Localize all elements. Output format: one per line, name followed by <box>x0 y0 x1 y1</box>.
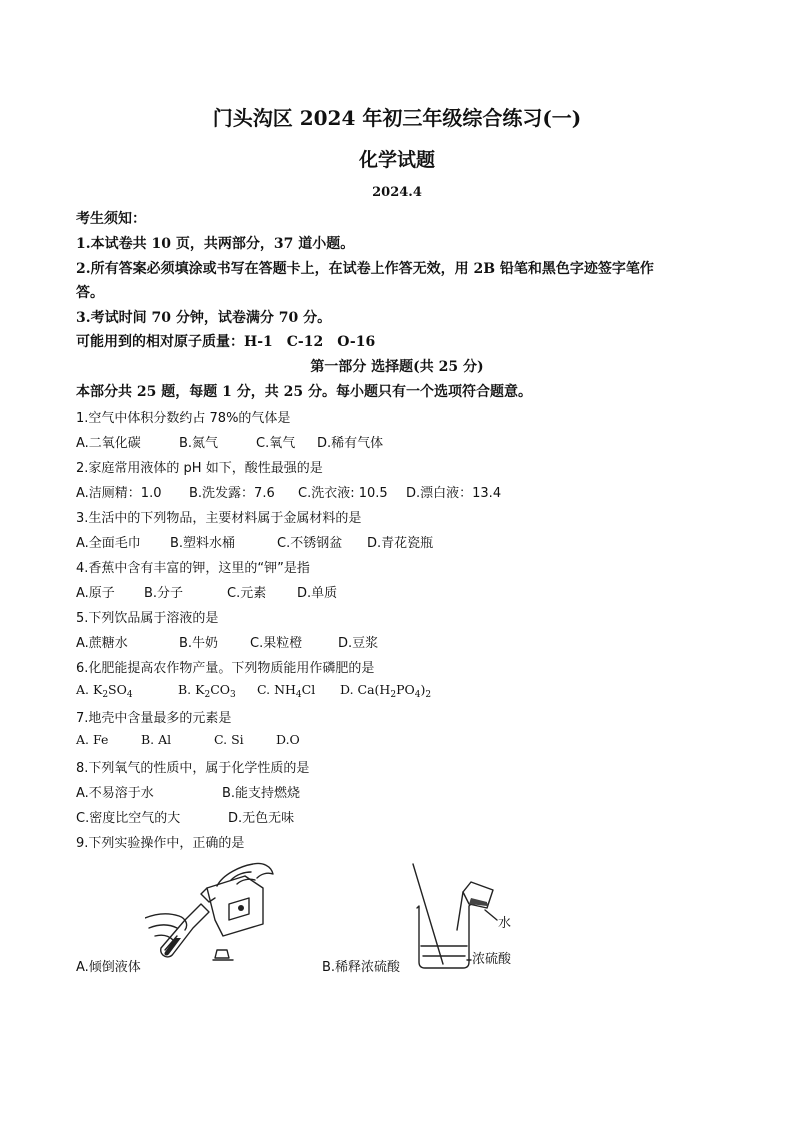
option-c: C. Si <box>214 732 244 747</box>
option-a: A.洁厕精：1.0 <box>76 486 162 501</box>
figure-caption-b: B.稀释浓硫酸 <box>322 960 401 975</box>
question-stem: 1.空气中体积分数约占 78%的气体是 <box>76 411 291 426</box>
exam-subtitle: 化学试题 <box>358 149 435 171</box>
question-options <box>76 807 294 826</box>
question-options <box>76 482 501 501</box>
question-stem: 5.下列饮品属于溶液的是 <box>76 611 219 626</box>
acid-label: 浓硫酸 <box>472 952 512 967</box>
question-stem: 8.下列氧气的性质中，属于化学性质的是 <box>76 761 310 776</box>
question-options <box>76 782 300 801</box>
section-title: 第一部分 选择题(共 25 分) <box>310 359 484 375</box>
option-d: D.青花瓷瓶 <box>367 536 434 551</box>
option-d: D.豆浆 <box>338 636 379 651</box>
atomic-mass-line: 可能用到的相对原子质量：H-1 C-12 O-16 <box>76 334 376 350</box>
notice-item: 1.本试卷共 10 页，共两部分，37 道小题。 <box>76 236 355 252</box>
question-options <box>76 532 433 551</box>
option-d: D.O <box>276 732 300 747</box>
question-stem: 6.化肥能提高农作物产量。下列物质能用作磷肥的是 <box>76 661 375 676</box>
option-d: D.单质 <box>297 586 338 601</box>
option-b: B.洗发露：7.6 <box>189 486 275 501</box>
option-a: A. $K_2SO_4$ <box>76 682 133 700</box>
water-label: 水 <box>498 916 512 931</box>
option-a: A.全面毛巾 <box>76 536 141 551</box>
exam-date: 2024.4 <box>372 185 422 200</box>
question-options <box>76 632 378 651</box>
option-a: A.不易溶于水 <box>76 786 154 801</box>
option-c: C.氧气 <box>256 436 296 451</box>
question-stem: 7.地壳中含量最多的元素是 <box>76 711 232 726</box>
option-b: B. Al <box>141 732 172 747</box>
option-b: B.塑料水桶 <box>170 536 236 551</box>
option-d: D.稀有气体 <box>317 436 384 451</box>
option-b: B.分子 <box>144 586 184 601</box>
option-c: C.元素 <box>227 586 267 601</box>
notice-item: 2.所有答案必须填涂或书写在答题卡上，在试卷上作答无效，用 2B 铅笔和黑色字迹签字笔作 <box>76 261 654 277</box>
question-stem: 4.香蕉中含有丰富的钾，这里的“钾”是指 <box>76 561 310 576</box>
section-instruction: 本部分共 25 题，每题 1 分，共 25 分。每小题只有一个选项符合题意。 <box>76 384 532 400</box>
option-a: A.蔗糖水 <box>76 636 128 651</box>
question-options <box>76 682 432 700</box>
option-b: B.能支持燃烧 <box>222 786 301 801</box>
question-stem: 2.家庭常用液体的 pH 如下，酸性最强的是 <box>76 461 323 476</box>
option-a: A. Fe <box>76 732 109 747</box>
option-d: D.漂白液：13.4 <box>406 486 502 501</box>
question-stem: 9.下列实验操作中，正确的是 <box>76 836 245 851</box>
notice-item: 3.考试时间 70 分钟，试卷满分 70 分。 <box>76 310 332 326</box>
notice-heading: 考生须知： <box>76 211 146 227</box>
option-d: D.无色无味 <box>228 811 295 826</box>
question-options <box>76 582 337 601</box>
option-c: C.洗衣液: 10.5 <box>298 486 388 501</box>
option-b: B. $K_2CO_3$ <box>178 682 236 700</box>
option-c: C. $NH_4Cl$ <box>257 682 316 700</box>
notice-item: 答。 <box>76 285 104 301</box>
option-a: A.原子 <box>76 586 115 601</box>
option-b: B.牛奶 <box>179 636 219 651</box>
option-d: D. $Ca(H_2PO_4)_2$ <box>340 682 432 700</box>
option-c: C.不锈钢盆 <box>277 536 343 551</box>
option-c: C.密度比空气的大 <box>76 811 181 826</box>
question-options <box>76 732 300 747</box>
option-c: C.果粒橙 <box>250 636 303 651</box>
pouring-liquid-figure <box>145 858 280 966</box>
question-stem: 3.生活中的下列物品，主要材料属于金属材料的是 <box>76 511 362 526</box>
question-options <box>76 432 383 451</box>
option-a: A.二氧化碳 <box>76 436 141 451</box>
exam-title: 门头沟区 2024 年初三年级综合练习(一) <box>212 106 582 130</box>
option-b: B.氮气 <box>179 436 219 451</box>
figure-caption-a: A.倾倒液体 <box>76 960 141 975</box>
